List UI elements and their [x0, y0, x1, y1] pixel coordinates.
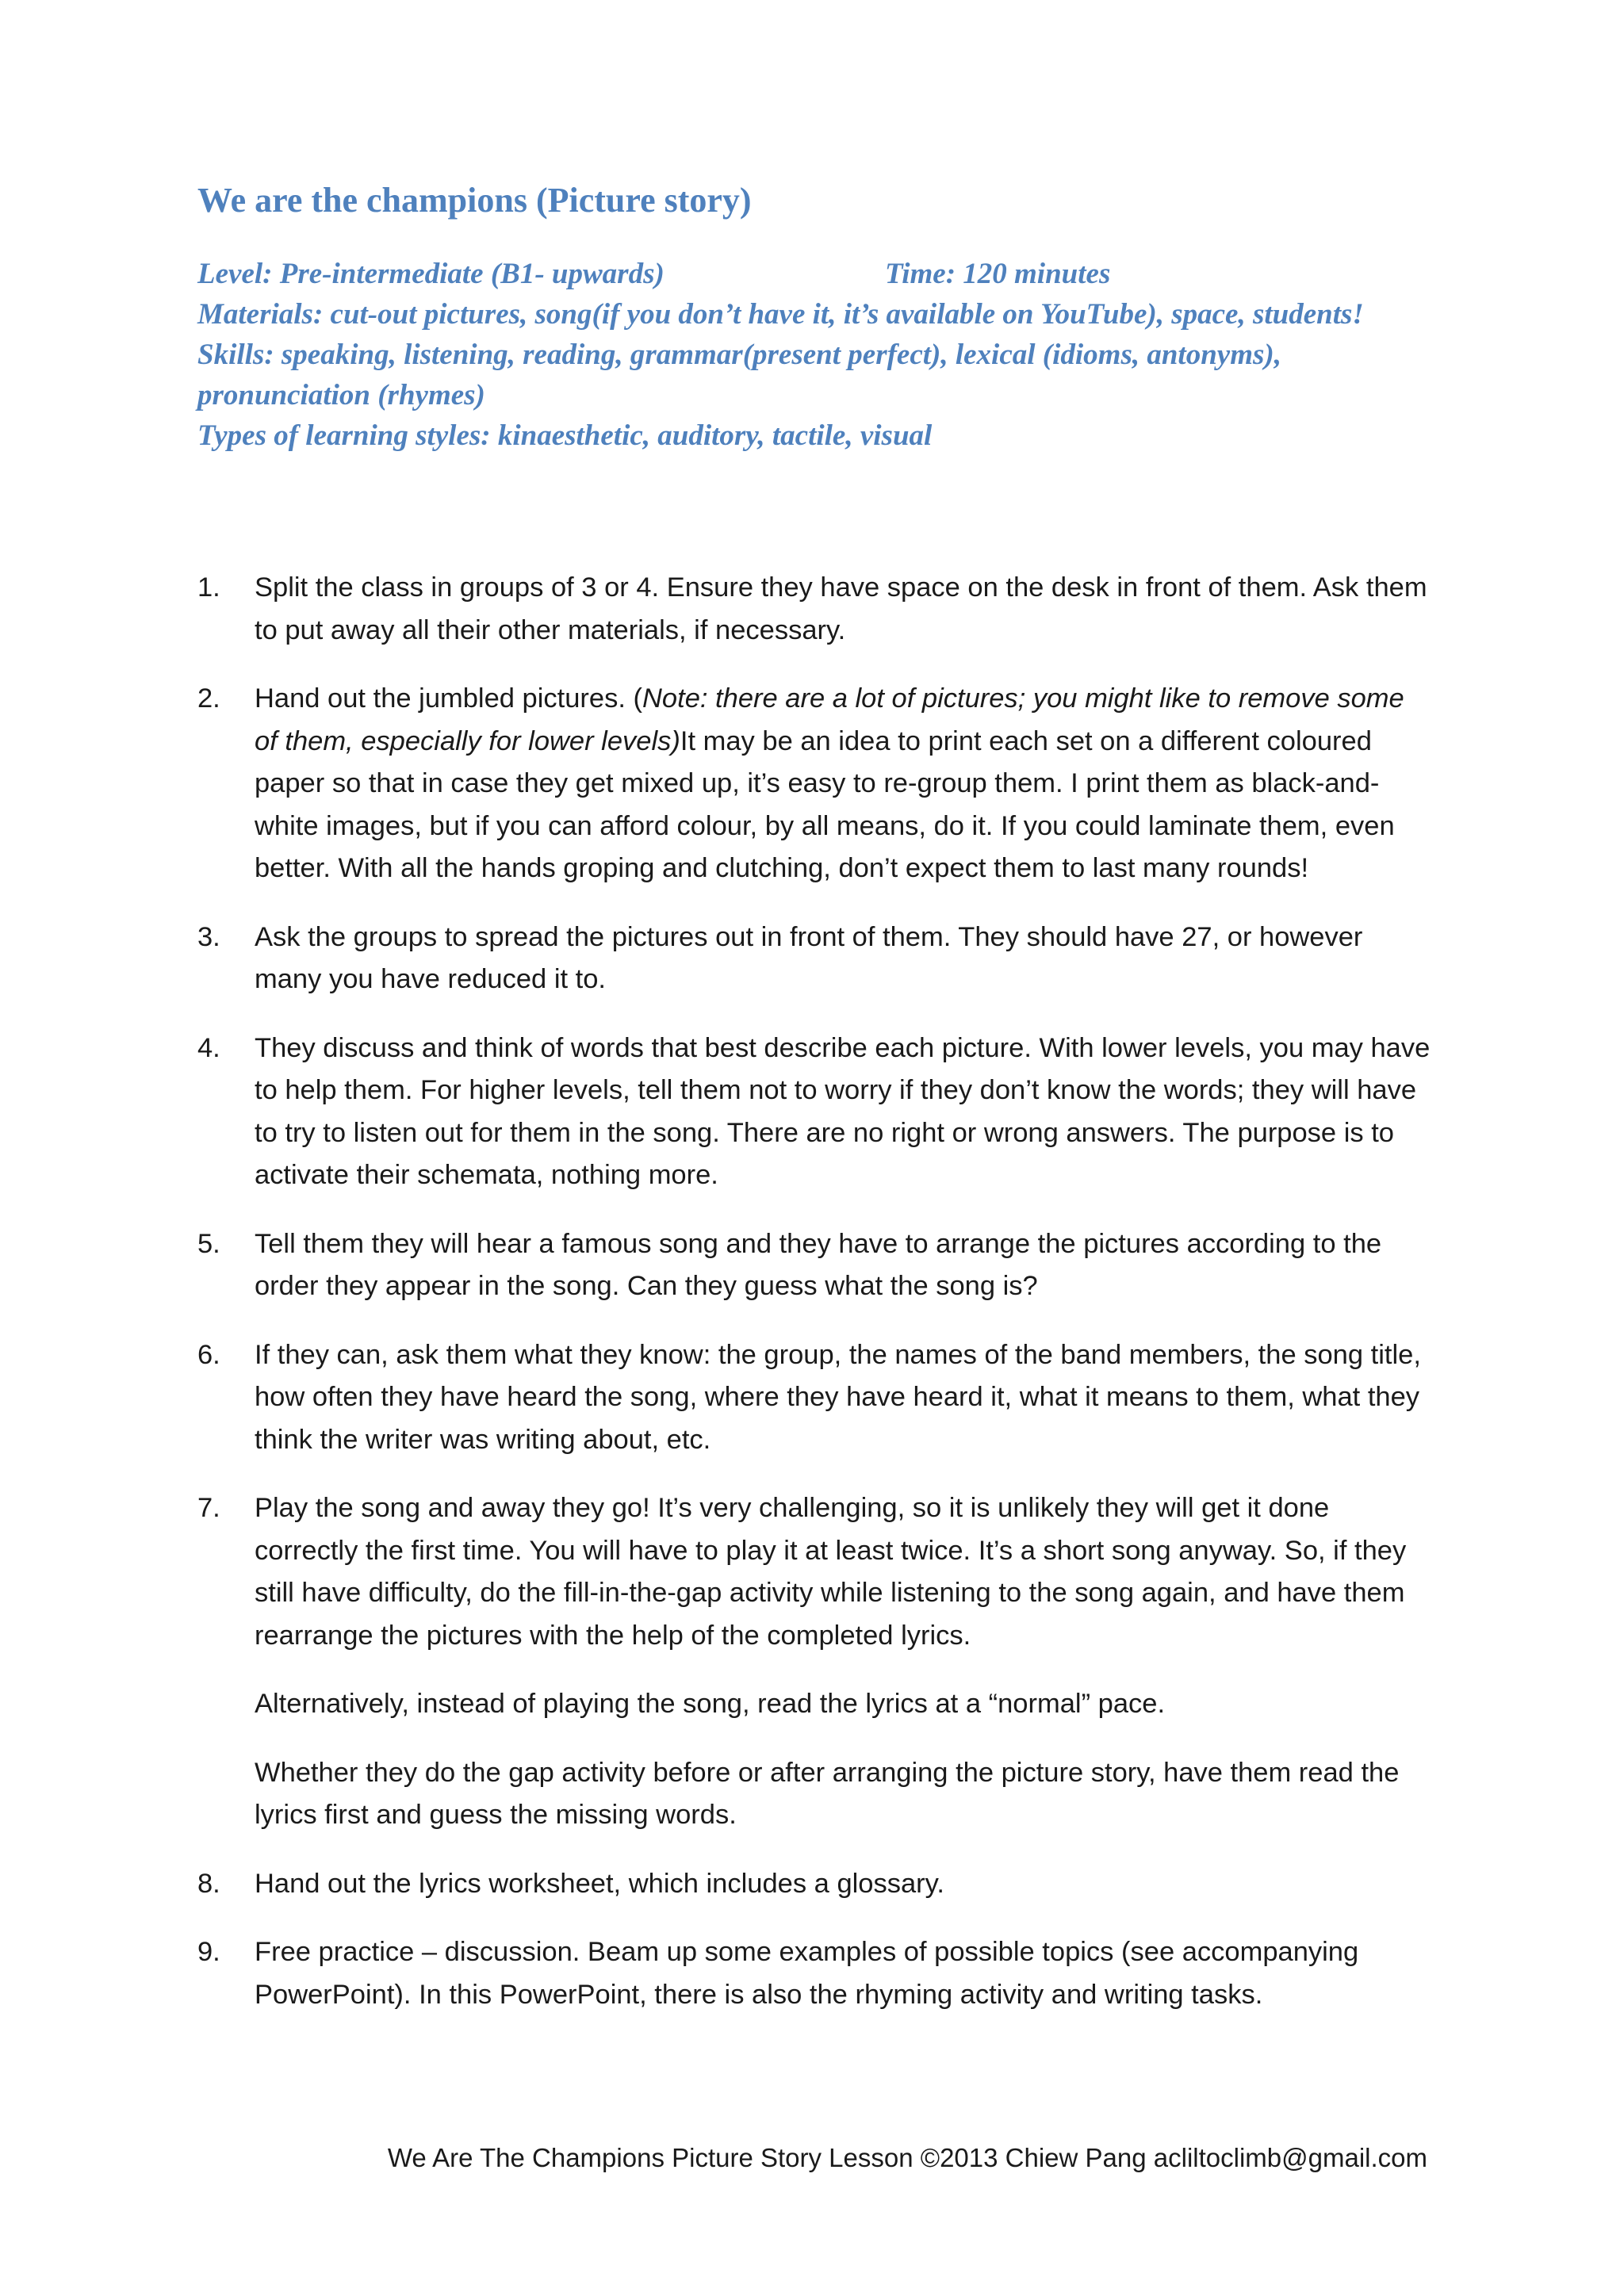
step-item: [197, 1863, 1434, 1906]
step-number: 2.: [197, 683, 220, 714]
step-text: Hand out the lyrics worksheet, which includes a glossary.: [255, 1868, 944, 1899]
step-text: [255, 678, 1434, 890]
step-item: [197, 1487, 1434, 1837]
step-text: If they can, ask them what they know: the group, the names of the band members, the song title, how often they have heard the song, where they have heard it, what it means to them, what they think the writer was writing about, etc.: [255, 1339, 1421, 1455]
step-text: Tell them they will hear a famous song and they have to arrange the pictures according to the order they appear in the song. Can they guess what the song is?: [255, 1228, 1382, 1301]
document-title: We are the champions (Picture story): [197, 181, 752, 220]
step-text: Split the class in groups of 3 or 4. Ensure they have space on the desk in front of them. Ask them to put away all their other materials, if necessary.: [255, 572, 1427, 645]
step-paragraph: Alternatively, instead of playing the song, read the lyrics at a “normal” pace.: [255, 1689, 1166, 1719]
step-number: 4.: [197, 1032, 220, 1063]
step-item: [197, 1027, 1434, 1197]
step-number: 3.: [197, 921, 220, 952]
step-text: They discuss and think of words that best describe each picture. With lower levels, you may have to help them. For higher levels, tell them not to worry if they don’t know the words; they will have to try to listen out for them in the song. There are no right or wrong answers. The purpose is to activate their schemata, nothing more.: [255, 1032, 1431, 1190]
step-text-prefix: Hand out the jumbled pictures. (: [255, 683, 643, 714]
step-item: [197, 916, 1434, 1001]
skills-text: Skills: speaking, listening, reading, grammar(present perfect), lexical (idioms, antonyms), pronunciation (rhymes): [197, 339, 1281, 411]
time-text: Time: 120 minutes: [885, 258, 1111, 290]
step-number: 9.: [197, 1937, 220, 1967]
step-item: [197, 678, 1434, 890]
level-time-row: [197, 254, 1434, 294]
level-text: Level: Pre-intermediate (B1- upwards): [197, 258, 665, 290]
materials-text: Materials: cut-out pictures, song(if you don’t have it, it’s available on YouTube), space, students!: [197, 298, 1364, 331]
step-number: 5.: [197, 1228, 220, 1259]
step-text: Free practice – discussion. Beam up some examples of possible topics (see accompanying PowerPoint). In this PowerPoint, there is also the rhyming activity and writing tasks.: [255, 1937, 1359, 2010]
step-text: Play the song and away they go! It’s very challenging, so it is unlikely they will get it done correctly the first time. You will have to play it at least twice. It’s a short song anyway. So, if they still have difficulty, do the fill-in-the-gap activity while listening to the song again, and have them rearrange the pictures with the help of the completed lyrics.: [255, 1493, 1407, 1651]
procedure-steps: [197, 567, 1434, 2042]
lesson-meta: [197, 254, 1434, 456]
page-footer: We Are The Champions Picture Story Lesson ©2013 Chiew Pang acliltoclimb@gmail.com: [387, 2143, 1427, 2172]
step-text: Ask the groups to spread the pictures out in front of them. They should have 27, or however many you have reduced it to.: [255, 921, 1363, 994]
step-item: [197, 1334, 1434, 1462]
step-text-suffix: It may be an idea to print each set on a different coloured paper so that in case they get mixed up, it’s easy to re-group them. I print them as black-and-white images, but if you can afford colour, by all means, do it. If you could laminate them, even better. With all the hands groping and clutching, don’t expect them to last many rounds!: [255, 725, 1395, 883]
step-item: [197, 1223, 1434, 1308]
step-number: 6.: [197, 1339, 220, 1370]
learning-styles-text: Types of learning styles: kinaesthetic, auditory, tactile, visual: [197, 419, 933, 452]
step-number: 8.: [197, 1868, 220, 1899]
step-note: Note: there are a lot of pictures; you might like to remove some of them, especially for lower levels): [255, 683, 1404, 756]
step-number: 7.: [197, 1493, 220, 1523]
step-item: [197, 567, 1434, 652]
step-paragraph: Whether they do the gap activity before or after arranging the picture story, have them read the lyrics first and guess the missing words.: [255, 1757, 1400, 1830]
step-item: [197, 1931, 1434, 2016]
step-number: 1.: [197, 572, 220, 603]
